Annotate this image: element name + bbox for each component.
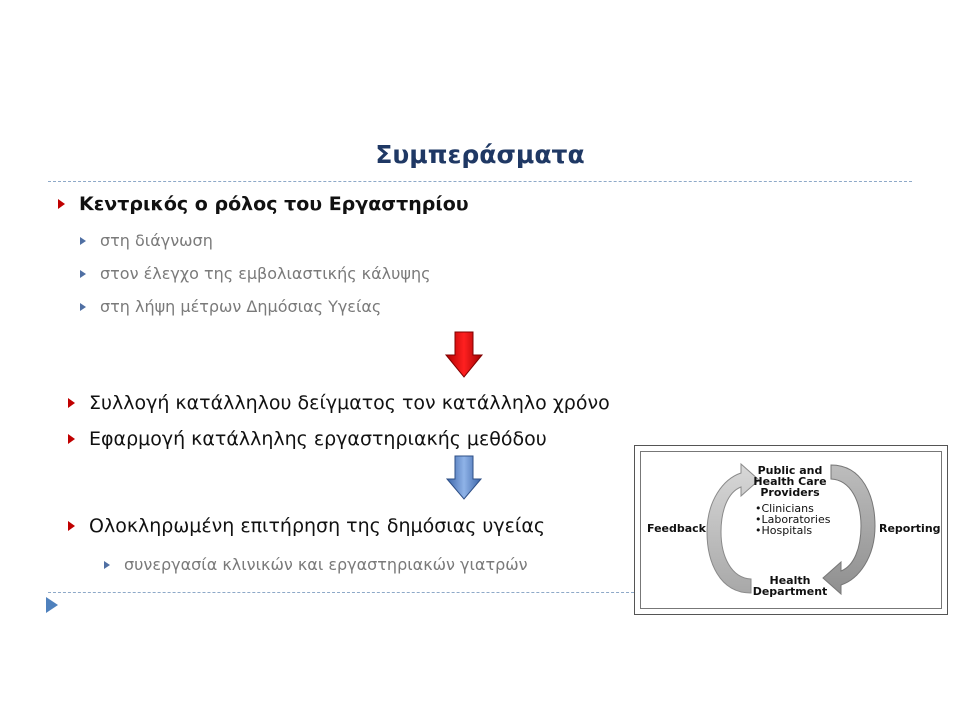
- provider-item: •Hospitals: [755, 524, 813, 537]
- sub-bullet: [80, 297, 381, 316]
- sub-bullet: [80, 264, 430, 283]
- providers-heading-line: Providers: [760, 486, 820, 499]
- sub-bullet: [80, 231, 213, 250]
- providers-heading: [745, 465, 835, 498]
- health-department-line: Health: [769, 574, 811, 587]
- title-divider: [48, 181, 912, 182]
- slide-nav-icon: [46, 597, 58, 613]
- slide-title: Συμπεράσματα: [375, 140, 585, 169]
- bullet-text: Εφαρμογή κατάλληλης εργαστηριακής μεθόδου: [89, 428, 547, 450]
- blue-down-arrow-icon: [445, 455, 483, 501]
- red-down-arrow-icon: [444, 331, 484, 379]
- final-sub-bullet-text: συνεργασία κλινικών και εργαστηριακών γιατρών: [124, 555, 528, 574]
- sub-bullet-text: στη διάγνωση: [100, 231, 213, 250]
- bullet: [68, 392, 610, 414]
- health-department-label: [745, 575, 835, 597]
- sub-bullet-marker-icon: [80, 237, 86, 245]
- main-bullet: [58, 193, 469, 215]
- providers-heading-line: Public and: [757, 464, 823, 477]
- provider-item: •Laboratories: [755, 513, 831, 526]
- bullet-marker-icon: [58, 199, 65, 209]
- sub-bullet-text: στη λήψη μέτρων Δημόσιας Υγείας: [100, 297, 382, 316]
- bullet: [68, 428, 547, 450]
- surveillance-cycle-figure: [634, 445, 948, 615]
- final-sub-bullet: [104, 555, 528, 574]
- sub-bullet-marker-icon: [80, 303, 86, 311]
- sub-bullet-text: στον έλεγχο της εμβολιαστικής κάλυψης: [100, 264, 431, 283]
- footer-divider: [48, 592, 634, 593]
- main-bullet-text: Κεντρικός ο ρόλος του Εργαστηρίου: [79, 193, 469, 215]
- providers-list: [755, 503, 830, 536]
- bullet-text: Συλλογή κατάλληλου δείγματος τον κατάλληλο χρόνο: [89, 392, 610, 414]
- sub-bullet-marker-icon: [104, 561, 110, 569]
- health-department-line: Department: [752, 585, 828, 598]
- final-bullet-text: Ολοκληρωμένη επιτήρηση της δημόσιας υγείας: [89, 515, 546, 537]
- final-bullet: [68, 515, 545, 537]
- sub-bullet-marker-icon: [80, 270, 86, 278]
- bullet-marker-icon: [68, 434, 75, 444]
- bullet-marker-icon: [68, 398, 75, 408]
- providers-heading-line: Health Care: [753, 475, 827, 488]
- bullet-marker-icon: [68, 521, 75, 531]
- feedback-label: Feedback: [647, 522, 706, 535]
- provider-item: •Clinicians: [755, 502, 814, 515]
- reporting-label: Reporting: [879, 522, 941, 535]
